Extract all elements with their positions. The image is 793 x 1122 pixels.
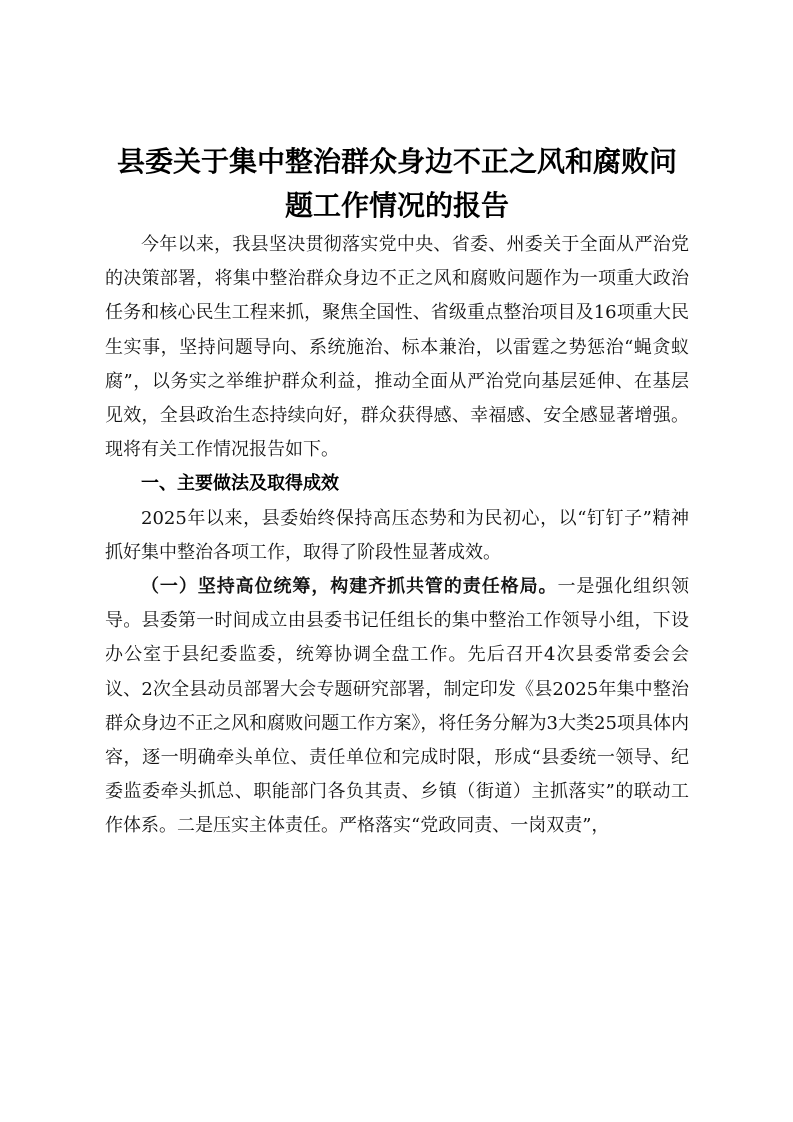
- intro-paragraph: 今年以来，我县坚决贯彻落实党中央、省委、州委关于全面从严治党的决策部署，将集中整治群众身边不正之风和腐败问题作为一项重大政治任务和核心民生工程来抓，聚焦全国性、省级重点整治项目及16项重大民生实事，坚持问题导向、系统施治、标本兼治，以雷霆之势惩治“蝇贪蚁腐”，以务实之举维护群众利益，推动全面从严治党向基层延伸、在基层见效，全县政治生态持续向好，群众获得感、幸福感、安全感显著增强。现将有关工作情况报告如下。: [105, 234, 689, 461]
- document-title: 县委关于集中整治群众身边不正之风和腐败问题工作情况的报告: [116, 145, 677, 222]
- section-heading: 一、主要做法及取得成效: [141, 473, 339, 495]
- section-intro-paragraph: 2025年以来，县委始终保持高压态势和为民初心，以“钉钉子”精神抓好集中整治各项工作，取得了阶段性显著成效。: [105, 507, 689, 563]
- subsection-heading: （一）坚持高位统筹，构建齐抓共管的责任格局。: [141, 576, 558, 598]
- document-body: [105, 140, 689, 844]
- subsection-body: 一是强化组织领导。县委第一时间成立由县委书记任组长的集中整治工作领导小组，下设办公室于县纪委监委，统筹协调全盘工作。先后召开4次县委常委会会议、2次全县动员部署大会专题研究部署，制定印发《县2025年集中整治群众身边不正之风和腐败问题工作方案》，将任务分解为3大类25项具体内容，逐一明确牵头单位、责任单位和完成时限，形成“县委统一领导、纪委监委牵头抓总、职能部门各负其责、乡镇（街道）主抓落实”的联动工作体系。二是压实主体责任。严格落实“党政同责、一岗双责”，: [105, 576, 690, 837]
- subsection-paragraph: [105, 570, 689, 844]
